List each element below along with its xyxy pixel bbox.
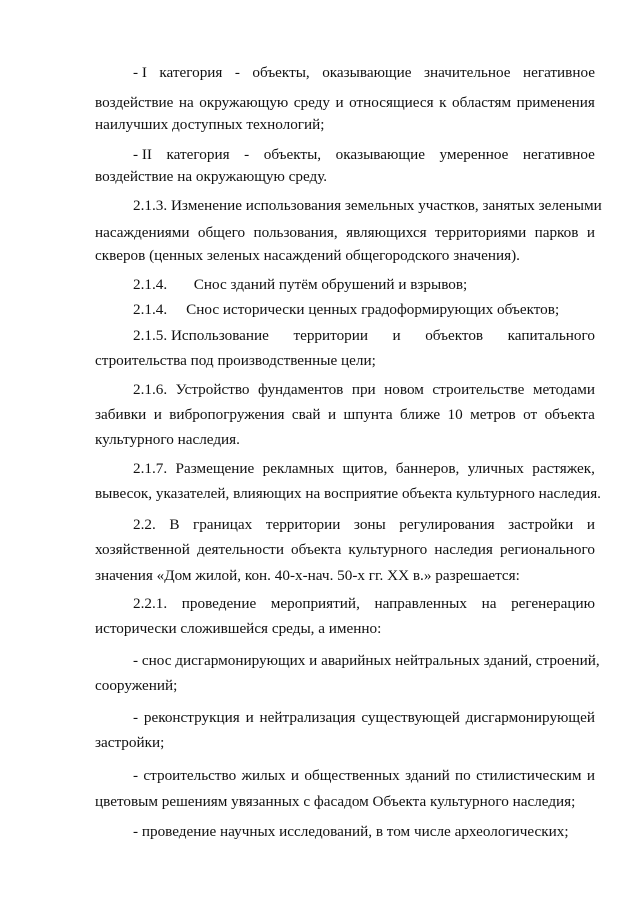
text-line	[133, 64, 595, 82]
text-word: областям	[452, 94, 512, 111]
text-word: шпунта	[343, 406, 393, 423]
text-word: деятельности	[197, 541, 284, 558]
text-line	[95, 485, 601, 503]
text-word: насаждениями	[95, 224, 190, 241]
text-word: оказывающие	[335, 146, 425, 163]
text-word: и	[245, 709, 254, 726]
text-word: применения	[516, 94, 595, 111]
text-word: среду	[293, 94, 330, 111]
text-word: сооружений;	[95, 677, 178, 694]
text-word: хозяйственной	[95, 541, 190, 558]
text-word: метров	[470, 406, 516, 423]
text-word: объектов	[425, 327, 484, 344]
text-word: мероприятий,	[270, 595, 360, 612]
text-word: относящиеся	[349, 94, 434, 111]
text-line	[133, 197, 602, 215]
text-word: воздействие	[95, 94, 174, 111]
text-line	[95, 677, 177, 695]
text-word: значения «Дом жилой, кон. 40-х-нач. 50-х гг. XX в.» разрешается:	[95, 567, 520, 584]
text-word: зданий	[405, 767, 450, 784]
text-line	[133, 652, 600, 670]
text-word: объекта	[291, 541, 342, 558]
text-word: на	[481, 595, 497, 612]
text-word: территории	[293, 327, 369, 344]
text-word: дисгармонирующей	[465, 709, 595, 726]
text-word: исторически сложившейся среды, а именно:	[95, 620, 382, 637]
text-word: -	[244, 146, 250, 163]
text-word: и	[586, 224, 595, 241]
text-word: и	[586, 516, 595, 533]
text-word: 2.1.4. Снос зданий путём обрушений и взрывов;	[133, 276, 468, 293]
text-word: общего	[197, 224, 246, 241]
text-word: скверов (ценных зеленых насаждений общегородского значения).	[95, 247, 520, 264]
text-word: застройки	[508, 516, 574, 533]
text-word: строительство	[143, 767, 237, 784]
text-word: 2.1.7.	[133, 460, 168, 477]
text-word: границах	[192, 516, 253, 533]
text-word: зоны	[353, 516, 386, 533]
text-word: негативное	[522, 64, 595, 81]
text-word: методами	[532, 381, 595, 398]
text-word: по	[455, 767, 471, 784]
text-word: и	[586, 767, 595, 784]
text-word: 2.1.5. Использование	[133, 327, 269, 344]
text-word: вибропогружения	[169, 406, 285, 423]
text-line	[133, 516, 595, 534]
text-word: и	[327, 406, 337, 423]
text-word: и	[335, 94, 344, 111]
text-word: от	[523, 406, 538, 423]
text-word: и	[392, 327, 401, 344]
text-word: забивки	[95, 406, 147, 423]
text-word: цветовым решениям увязанных с фасадом Объекта культурного наследия;	[95, 793, 576, 810]
text-word: реконструкция	[143, 709, 240, 726]
text-word: на	[178, 94, 194, 111]
text-line	[133, 460, 595, 478]
text-line	[95, 793, 575, 811]
text-word: умеренное	[439, 146, 509, 163]
text-line	[95, 541, 595, 559]
text-word: направленных	[374, 595, 467, 612]
text-word: проведение	[181, 595, 257, 612]
text-word: Размещение	[175, 460, 255, 477]
text-word: культурного наследия.	[95, 431, 240, 448]
text-word: - I	[133, 64, 147, 81]
text-line	[95, 567, 520, 585]
text-line	[133, 709, 595, 727]
text-word: баннеров,	[395, 460, 460, 477]
text-word: жилых	[241, 767, 286, 784]
text-word: капитального	[507, 327, 595, 344]
text-word: 2.2.	[133, 516, 156, 533]
text-word: -	[234, 64, 240, 81]
text-word: при	[351, 381, 376, 398]
text-line	[95, 734, 164, 752]
text-word: негативное	[522, 146, 595, 163]
text-word: строительстве	[432, 381, 525, 398]
text-word: территории	[265, 516, 341, 533]
text-line	[95, 431, 240, 449]
text-line	[95, 247, 520, 265]
text-word: регионального	[500, 541, 595, 558]
text-word: Устройство	[175, 381, 250, 398]
text-word: окружающую	[199, 94, 289, 111]
text-word: растяжек,	[532, 460, 595, 477]
text-word: 2.2.1.	[133, 595, 168, 612]
text-word: ближе	[400, 406, 441, 423]
text-line	[95, 116, 325, 134]
text-word: к	[439, 94, 447, 111]
text-line	[133, 381, 595, 399]
text-line	[95, 620, 381, 638]
text-word: -	[133, 767, 139, 784]
text-word: 10	[447, 406, 463, 423]
text-line	[133, 301, 559, 319]
text-word: регулирования	[399, 516, 495, 533]
text-word: -	[133, 709, 139, 726]
text-word: воздействие на окружающую среду.	[95, 168, 328, 185]
text-word: объекты,	[263, 146, 322, 163]
text-word: вывесок, указателей, влияющих на восприятие объекта культурного наследия.	[95, 485, 601, 502]
text-word: 2.1.3. Изменение использования земельных участков, занятых зелеными	[133, 197, 602, 214]
text-word: и	[153, 406, 162, 423]
text-word: фундаментов	[258, 381, 344, 398]
text-word: парков	[534, 224, 579, 241]
text-word: застройки;	[95, 734, 165, 751]
text-line	[133, 767, 595, 785]
text-line	[95, 406, 595, 424]
text-line	[133, 276, 467, 294]
text-word: и	[290, 767, 300, 784]
text-word: новом	[384, 381, 424, 398]
text-word: В	[169, 516, 180, 533]
text-line	[133, 595, 595, 613]
text-word: являющихся	[346, 224, 427, 241]
text-word: щитов,	[342, 460, 388, 477]
text-word: категория	[166, 146, 230, 163]
text-word: строительства под производственные цели;	[95, 352, 376, 369]
text-word: территориями	[435, 224, 527, 241]
text-word: существующей	[361, 709, 460, 726]
text-word: свай	[291, 406, 321, 423]
text-word: 2.1.6.	[133, 381, 168, 398]
text-word: значительное	[423, 64, 511, 81]
text-word: рекламных	[262, 460, 335, 477]
text-word: 2.1.4. Снос исторически ценных градоформирующих объектов;	[133, 301, 560, 318]
text-word: пользования,	[253, 224, 338, 241]
text-line	[133, 823, 569, 841]
text-line	[133, 327, 595, 345]
text-word: объекты,	[252, 64, 310, 81]
text-word: нейтрализация	[259, 709, 356, 726]
text-line	[95, 352, 376, 370]
text-word: общественных	[304, 767, 400, 784]
text-line	[95, 224, 595, 242]
text-word: - проведение научных исследований, в том числе археологических;	[133, 823, 569, 840]
text-word: - снос дисгармонирующих и аварийных нейтральных зданий, строений,	[133, 652, 600, 669]
text-line	[95, 94, 595, 112]
text-word: культурного	[348, 541, 428, 558]
text-word: наследия	[434, 541, 493, 558]
text-word: - II	[133, 146, 152, 163]
text-word: категория	[159, 64, 223, 81]
text-line	[95, 168, 327, 186]
text-word: стилистическим	[476, 767, 582, 784]
text-word: оказывающие	[322, 64, 412, 81]
text-word: уличных	[467, 460, 524, 477]
text-word: наилучших доступных технологий;	[95, 116, 325, 133]
text-line	[133, 146, 595, 164]
text-word: объекта	[544, 406, 595, 423]
text-word: регенерацию	[511, 595, 595, 612]
